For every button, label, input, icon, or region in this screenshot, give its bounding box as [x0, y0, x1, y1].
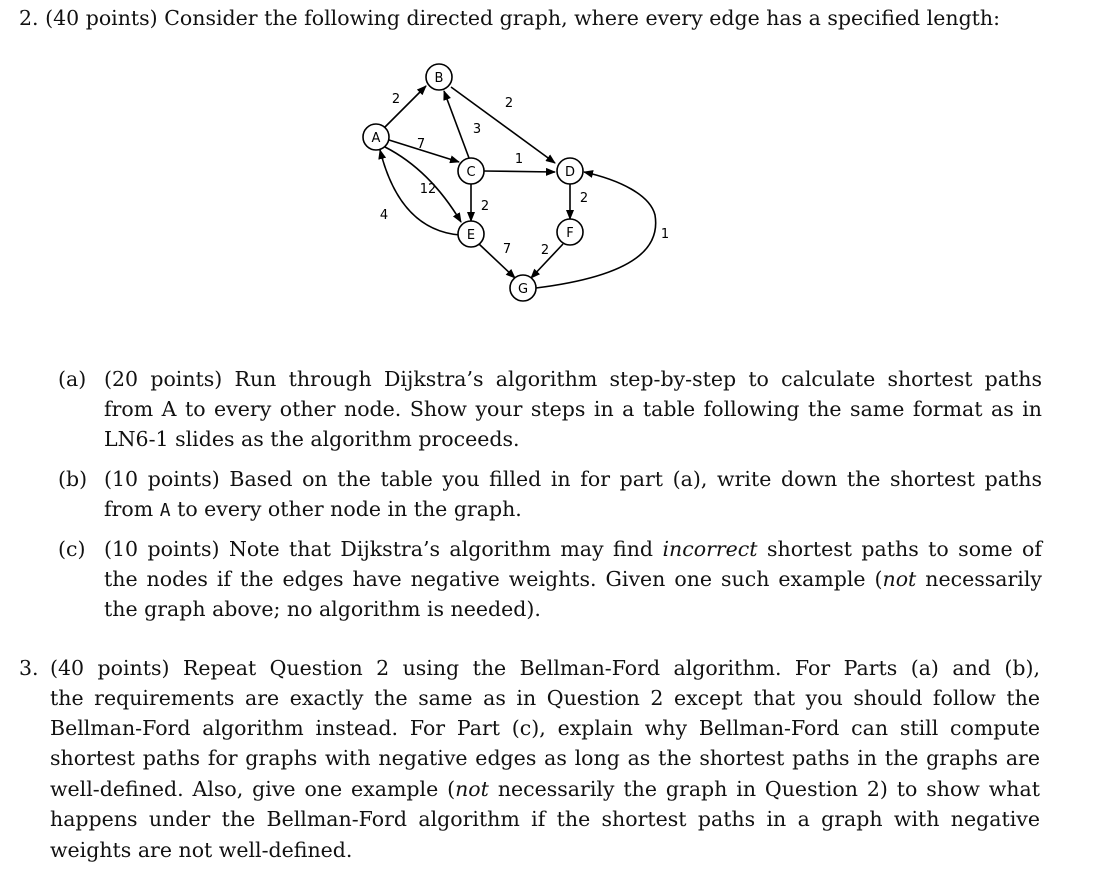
part-a-label: (a): [58, 367, 87, 391]
question-3-points: (40 points): [50, 656, 170, 680]
weight-a-b: 2: [391, 92, 401, 107]
edge-c-b: [444, 91, 469, 158]
part-b-line-2: from A to every other node in the graph.: [104, 497, 522, 521]
weight-e-a: 4: [379, 208, 389, 223]
weight-a-e: 12: [419, 182, 437, 197]
node-a-code: A: [159, 500, 171, 521]
part-c-label: (c): [58, 537, 86, 561]
node-label-e: E: [466, 228, 476, 243]
edge-c-d: [483, 171, 555, 172]
weight-b-d: 2: [504, 96, 514, 111]
part-a-line-1: (20 points) Run through Dijkstra’s algorithm step-by-step to calculate shortest paths: [104, 367, 1042, 391]
question-3-line-4: shortest paths for graphs with negative edges as long as the shortest paths in the graphs are: [50, 746, 1040, 770]
part-c-line-3: the graph above; no algorithm is needed).: [104, 597, 541, 621]
weight-c-d: 1: [514, 152, 524, 167]
question-intro: Consider the following directed graph, where every edge has a specified length:: [164, 6, 1001, 30]
question-3-line-1: (40 points) Repeat Question 2 using the Bellman-Ford algorithm. For Parts (a) and (b),: [50, 656, 1040, 680]
part-b-points: (10 points): [104, 467, 220, 491]
weight-g-d: 1: [660, 227, 670, 242]
weight-d-f: 2: [579, 191, 589, 206]
weight-c-b: 3: [472, 122, 482, 137]
node-label-d: D: [564, 165, 576, 180]
question-3-number: 3.: [19, 656, 39, 680]
question-3-line-7: weights are not well-defined.: [50, 838, 353, 862]
part-a-points: (20 points): [104, 367, 223, 391]
question-number: 2.: [19, 6, 39, 30]
node-label-f: F: [566, 226, 574, 241]
directed-graph-figure: [340, 55, 680, 305]
part-b-label: (b): [58, 467, 88, 491]
node-label-g: G: [517, 282, 529, 297]
edge-g-d: [536, 172, 656, 288]
node-label-a: A: [371, 131, 381, 146]
question-2-header: [19, 6, 1000, 30]
weight-f-g: 2: [540, 243, 550, 258]
part-c-line-1: (10 points) Note that Dijkstra’s algorithm may find incorrect shortest paths to some of: [104, 537, 1042, 561]
part-a-line-2: from A to every other node. Show your steps in a table following the same format as in: [104, 397, 1042, 421]
question-points: (40 points): [45, 6, 158, 30]
part-c-line-2: the nodes if the edges have negative weights. Given one such example (not necessarily: [104, 567, 1042, 591]
part-a-line-3: LN6-1 slides as the algorithm proceeds.: [104, 427, 520, 451]
question-3-line-5: well-defined. Also, give one example (not necessarily the graph in Question 2) to show what: [50, 777, 1040, 801]
part-c-points: (10 points): [104, 537, 220, 561]
question-3-line-2: the requirements are exactly the same as in Question 2 except that you should follow the: [50, 686, 1040, 710]
weight-c-e: 2: [480, 199, 490, 214]
weight-e-g: 7: [502, 242, 512, 257]
weight-a-c: 7: [416, 137, 426, 152]
node-label-b: B: [434, 71, 444, 86]
question-3-line-3: Bellman-Ford algorithm instead. For Part (c), explain why Bellman-Ford can still compute: [50, 716, 1040, 740]
part-b-line-1: (10 points) Based on the table you filled in for part (a), write down the shortest paths: [104, 467, 1042, 491]
node-label-c: C: [466, 165, 476, 180]
question-3-line-6: happens under the Bellman-Ford algorithm if the shortest paths in a graph with negative: [50, 807, 1040, 831]
